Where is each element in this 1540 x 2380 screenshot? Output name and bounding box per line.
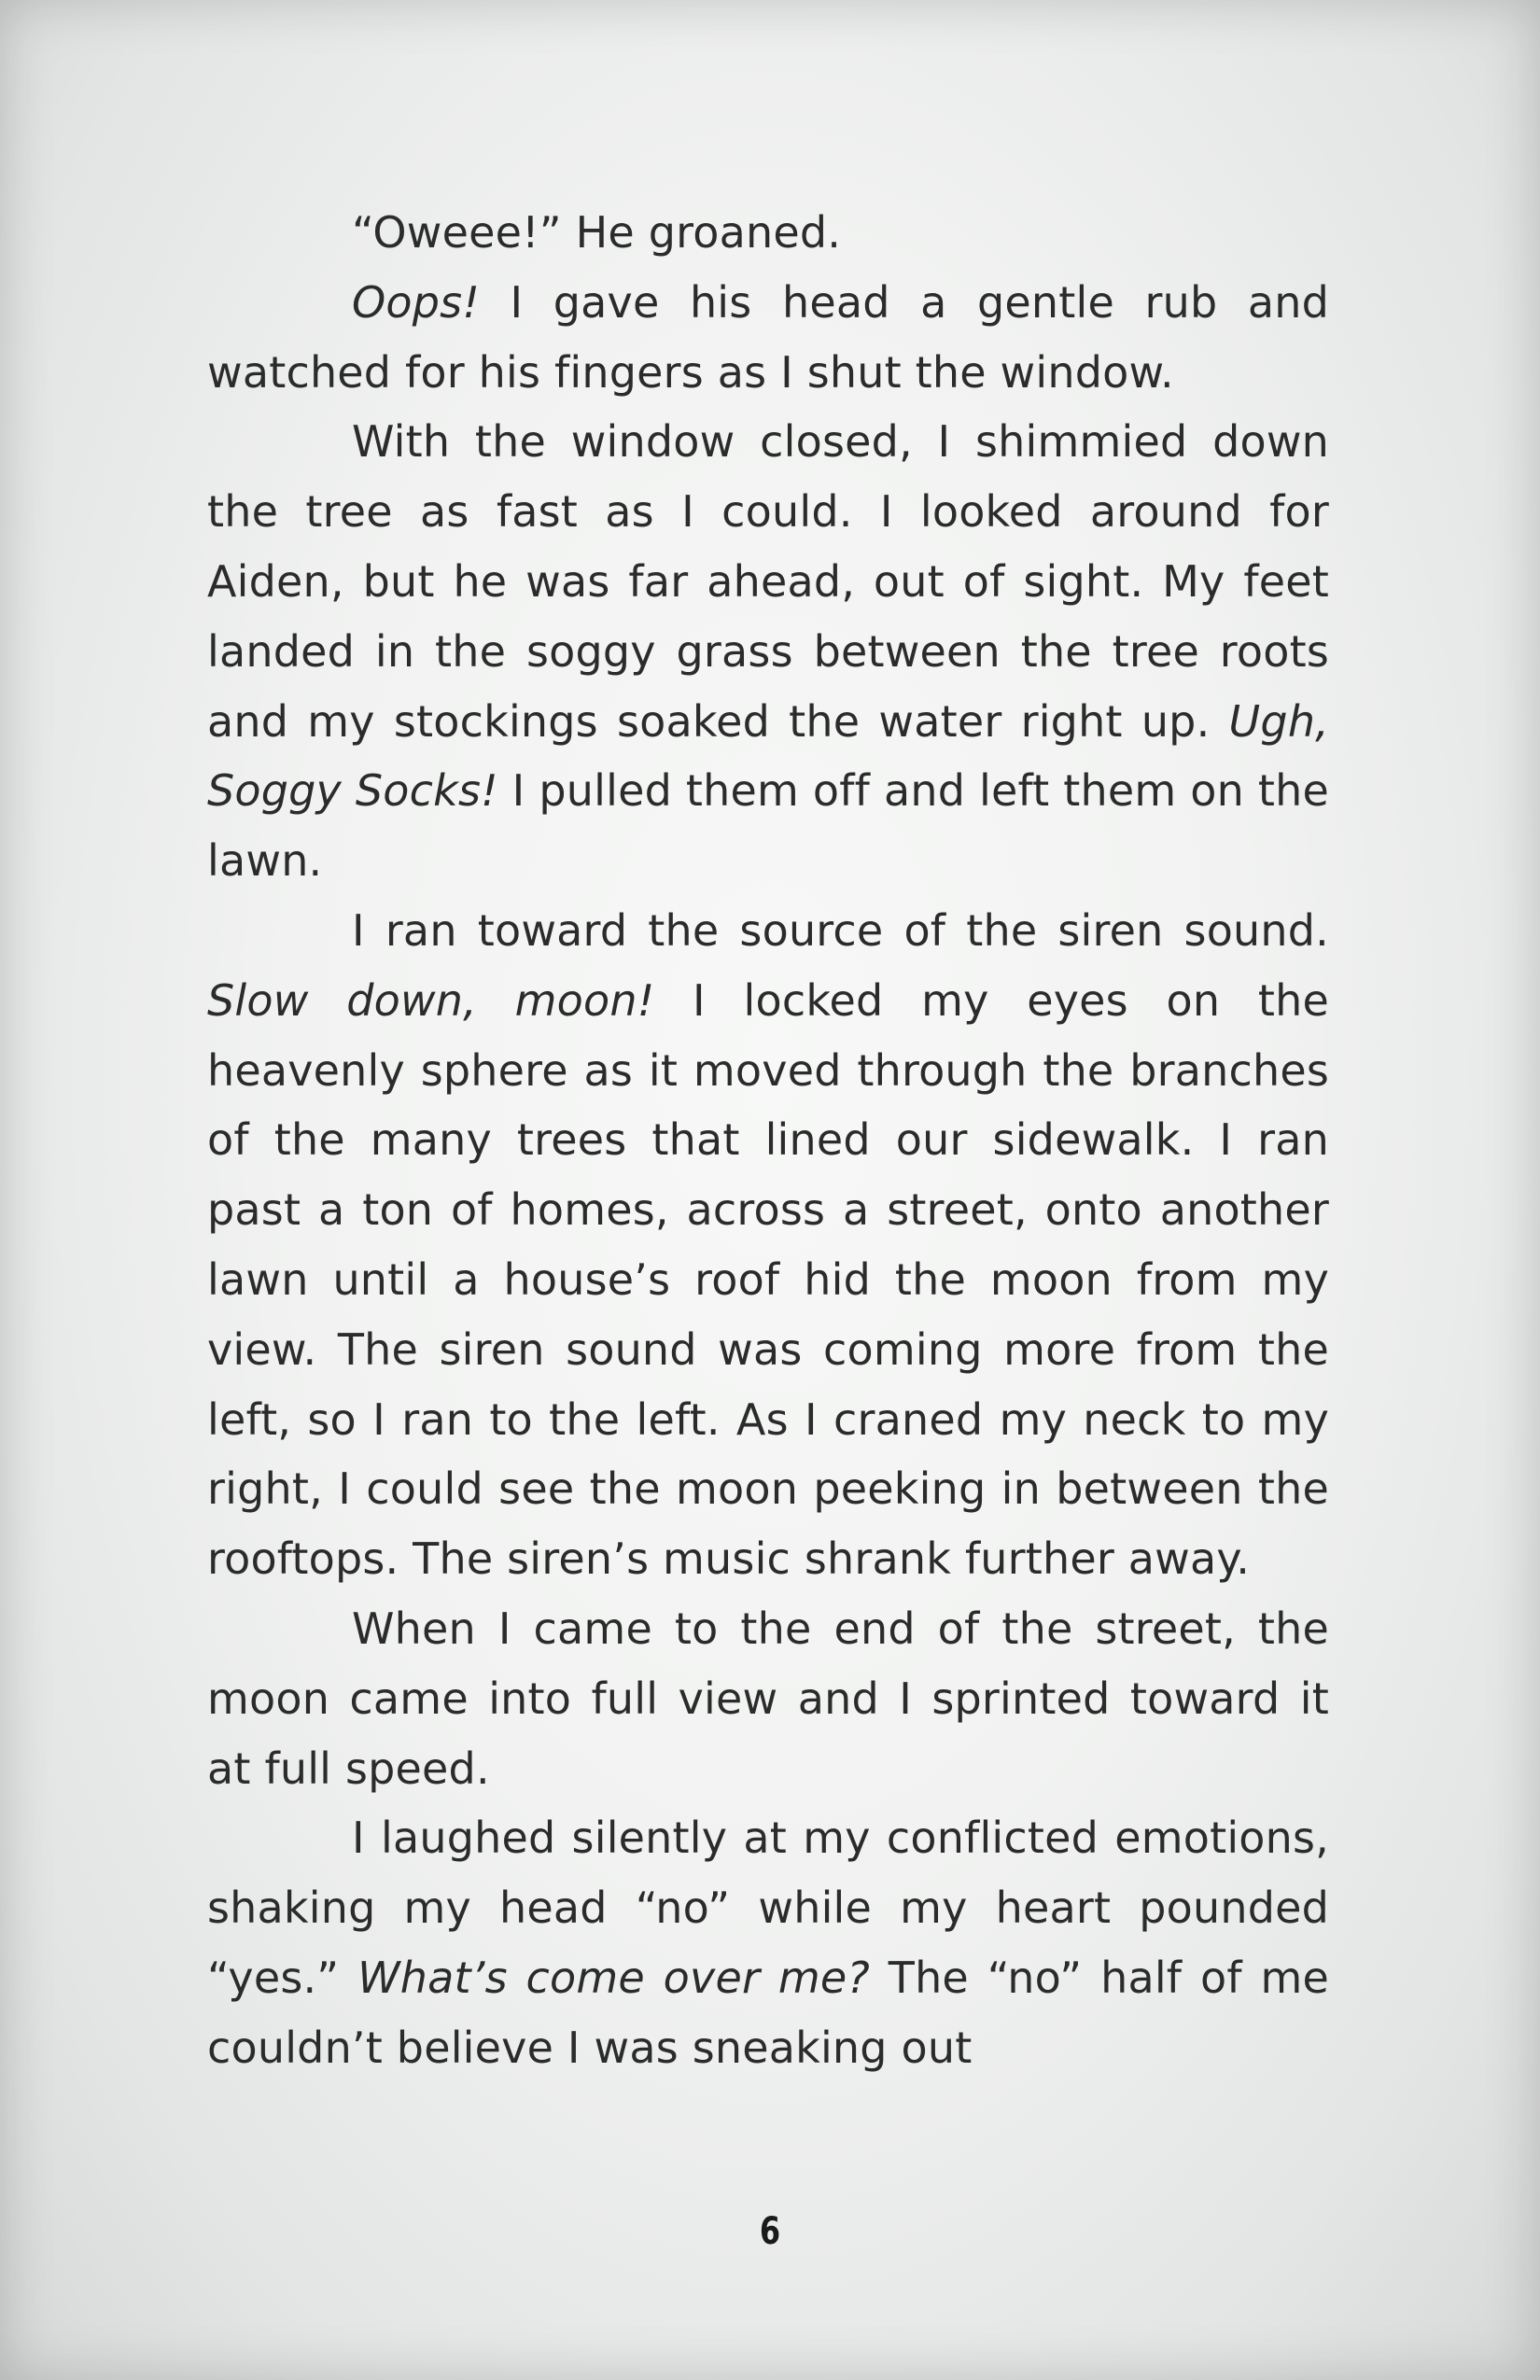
text-segment-italic: What’s come over me? (357, 1952, 870, 2003)
text-segment: I laughed silently at my conflicted emotions, shaking my head “no” while my heart pounded “yes.” (207, 1813, 1329, 2003)
paragraph-4 (207, 896, 1329, 1594)
text-segment: When I came to the end of the street, the moon came into full view and I sprinted toward it at full speed. (207, 1603, 1329, 1794)
paragraph-3 (207, 407, 1329, 896)
text-segment: With the window closed, I shimmied down the tree as fast as I could. I looked around for Aiden, but he was far ahead, out of sight. My feet landed in the soggy grass between the tree roots and my stockings soaked the water right up. (207, 416, 1329, 747)
paragraph-5 (207, 1594, 1329, 1803)
text-segment-italic: Ugh, Soggy Socks! (207, 695, 1329, 817)
text-segment: I ran toward the source of the siren sound. (352, 904, 1329, 956)
paragraph-6 (207, 1803, 1329, 2082)
page-number: 6 (759, 2210, 781, 2253)
paragraph-2 (207, 268, 1329, 408)
text-segment: “Oweee!” He groaned. (352, 207, 842, 258)
text-segment-italic: Oops! (352, 276, 480, 328)
body-text (207, 198, 1329, 2083)
paragraph-1 (207, 198, 1329, 268)
text-segment: The “no” half of me couldn’t believe I was sneaking out (207, 1952, 1330, 2073)
text-segment: I pulled them off and left them on the lawn. (207, 765, 1329, 887)
text-segment: I locked my eyes on the heavenly sphere as it moved through the branches of the many trees that lined our sidewalk. I ran past a ton of homes, across a street, onto another lawn until a house’s roof hid the moon from my view. The siren sound was coming more from the left, so I ran to the left. As I craned my neck to my right, I could see the moon peeking in between the rooftops. The siren’s music shrank further away. (207, 974, 1329, 1585)
text-segment-italic: Slow down, moon! (207, 974, 655, 1026)
text-segment: I gave his head a gentle rub and watched for his fingers as I shut the window. (207, 276, 1329, 398)
